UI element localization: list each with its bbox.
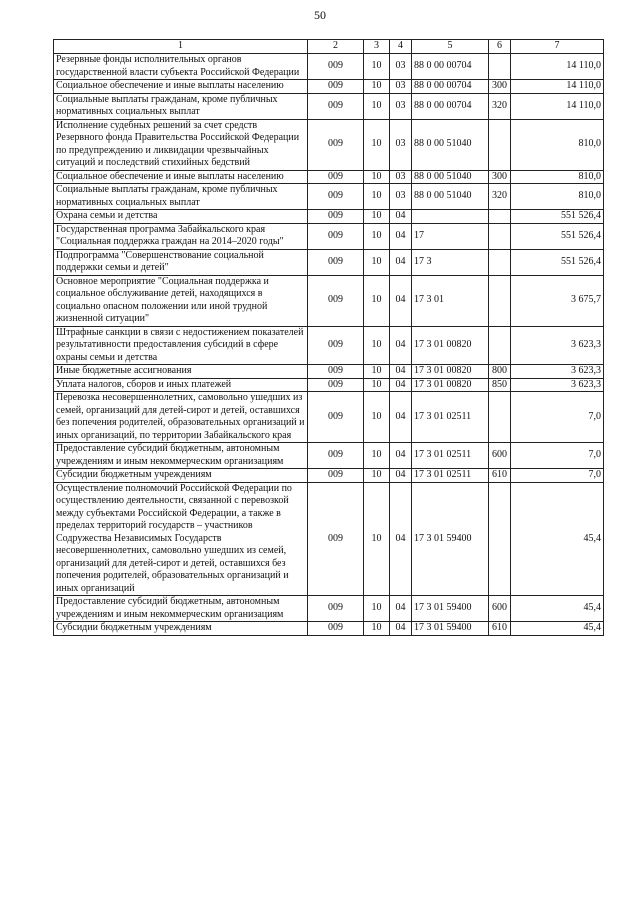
- ministry-code-cell: 009: [308, 622, 364, 636]
- row-name-cell: Штрафные санкции в связи с недостижением показателей результативности предоставления субсидий в сфере охраны семьи и детства: [54, 326, 308, 365]
- amount-cell: 14 110,0: [511, 54, 604, 80]
- target-article-cell: 17 3: [412, 249, 489, 275]
- section-code-cell: 10: [364, 170, 390, 184]
- table-row: [54, 170, 604, 184]
- section-code-cell: 10: [364, 378, 390, 392]
- subsection-code-cell: 03: [390, 54, 412, 80]
- section-code-cell: 10: [364, 80, 390, 94]
- target-article-cell: 88 0 00 51040: [412, 119, 489, 170]
- subsection-code-cell: 04: [390, 223, 412, 249]
- target-article-cell: 17 3 01 02511: [412, 443, 489, 469]
- row-name-cell: Осуществление полномочий Российской Федерации по осуществлению деятельности, связанной с перевозкой между субъектами Российской Федерации, а также в пределах территорий государств – участников Содружества Независимых Государств несовершеннолетних, самовольно ушедших из семей, организаций для детей-сирот и детей, оставшихся без попечения родителей, образовательных организаций и иных организаций: [54, 482, 308, 596]
- column-header: 7: [511, 40, 604, 54]
- amount-cell: 3 675,7: [511, 275, 604, 326]
- table-row: [54, 119, 604, 170]
- budget-table: [53, 39, 604, 636]
- row-name-cell: Социальные выплаты гражданам, кроме публичных нормативных социальных выплат: [54, 184, 308, 210]
- amount-cell: 45,4: [511, 622, 604, 636]
- subsection-code-cell: 03: [390, 80, 412, 94]
- ministry-code-cell: 009: [308, 80, 364, 94]
- expense-type-cell: [489, 392, 511, 443]
- column-header: 5: [412, 40, 489, 54]
- amount-cell: 7,0: [511, 469, 604, 483]
- target-article-cell: 17 3 01 59400: [412, 596, 489, 622]
- subsection-code-cell: 03: [390, 119, 412, 170]
- row-name-cell: Резервные фонды исполнительных органов государственной власти субъекта Российской Федерации: [54, 54, 308, 80]
- expense-type-cell: [489, 275, 511, 326]
- ministry-code-cell: 009: [308, 170, 364, 184]
- row-name-cell: Подпрограмма "Совершенствование социальной поддержки семьи и детей": [54, 249, 308, 275]
- ministry-code-cell: 009: [308, 54, 364, 80]
- ministry-code-cell: 009: [308, 275, 364, 326]
- subsection-code-cell: 03: [390, 170, 412, 184]
- row-name-cell: Социальное обеспечение и иные выплаты населению: [54, 80, 308, 94]
- target-article-cell: [412, 210, 489, 224]
- amount-cell: 3 623,3: [511, 378, 604, 392]
- target-article-cell: 88 0 00 00704: [412, 54, 489, 80]
- row-name-cell: Предоставление субсидий бюджетным, автономным учреждениям и иным некоммерческим организациям: [54, 443, 308, 469]
- subsection-code-cell: 04: [390, 275, 412, 326]
- expense-type-cell: [489, 54, 511, 80]
- section-code-cell: 10: [364, 365, 390, 379]
- row-name-cell: Субсидии бюджетным учреждениям: [54, 469, 308, 483]
- target-article-cell: 88 0 00 51040: [412, 184, 489, 210]
- section-code-cell: 10: [364, 119, 390, 170]
- subsection-code-cell: 04: [390, 469, 412, 483]
- row-name-cell: Предоставление субсидий бюджетным, автономным учреждениям и иным некоммерческим организациям: [54, 596, 308, 622]
- subsection-code-cell: 03: [390, 93, 412, 119]
- section-code-cell: 10: [364, 392, 390, 443]
- expense-type-cell: 850: [489, 378, 511, 392]
- expense-type-cell: 600: [489, 596, 511, 622]
- table-row: [54, 223, 604, 249]
- row-name-cell: Социальное обеспечение и иные выплаты населению: [54, 170, 308, 184]
- ministry-code-cell: 009: [308, 249, 364, 275]
- subsection-code-cell: 04: [390, 392, 412, 443]
- row-name-cell: Социальные выплаты гражданам, кроме публичных нормативных социальных выплат: [54, 93, 308, 119]
- subsection-code-cell: 04: [390, 443, 412, 469]
- section-code-cell: 10: [364, 326, 390, 365]
- amount-cell: 7,0: [511, 443, 604, 469]
- row-name-cell: Государственная программа Забайкальского края "Социальная поддержка граждан на 2014–2020 годы": [54, 223, 308, 249]
- ministry-code-cell: 009: [308, 378, 364, 392]
- target-article-cell: 17 3 01 00820: [412, 365, 489, 379]
- amount-cell: 7,0: [511, 392, 604, 443]
- column-header: 1: [54, 40, 308, 54]
- amount-cell: 810,0: [511, 170, 604, 184]
- table-row: [54, 443, 604, 469]
- table-body: [54, 54, 604, 636]
- amount-cell: 551 526,4: [511, 223, 604, 249]
- table-row: [54, 93, 604, 119]
- amount-cell: 810,0: [511, 119, 604, 170]
- header-row: [54, 40, 604, 54]
- subsection-code-cell: 04: [390, 596, 412, 622]
- table-row: [54, 392, 604, 443]
- row-name-cell: Перевозка несовершеннолетних, самовольно ушедших из семей, организаций для детей-сирот и детей, оставшихся без попечения родителей, образовательных организаций и иных организаций, по территории Забайкальского края: [54, 392, 308, 443]
- amount-cell: 14 110,0: [511, 93, 604, 119]
- ministry-code-cell: 009: [308, 365, 364, 379]
- ministry-code-cell: 009: [308, 119, 364, 170]
- subsection-code-cell: 04: [390, 365, 412, 379]
- target-article-cell: 17 3 01 59400: [412, 622, 489, 636]
- page-number: 50: [314, 8, 326, 22]
- row-name-cell: Уплата налогов, сборов и иных платежей: [54, 378, 308, 392]
- expense-type-cell: [489, 119, 511, 170]
- ministry-code-cell: 009: [308, 469, 364, 483]
- expense-type-cell: 300: [489, 80, 511, 94]
- ministry-code-cell: 009: [308, 210, 364, 224]
- expense-type-cell: 610: [489, 469, 511, 483]
- row-name-cell: Исполнение судебных решений за счет средств Резервного фонда Правительства Российской Федерации по предупреждению и ликвидации чрезвычайных ситуаций и последствий стихийных бедствий: [54, 119, 308, 170]
- table-row: [54, 365, 604, 379]
- amount-cell: 45,4: [511, 482, 604, 596]
- target-article-cell: 88 0 00 00704: [412, 93, 489, 119]
- table-row: [54, 184, 604, 210]
- expense-type-cell: 610: [489, 622, 511, 636]
- ministry-code-cell: 009: [308, 482, 364, 596]
- row-name-cell: Субсидии бюджетным учреждениям: [54, 622, 308, 636]
- target-article-cell: 17: [412, 223, 489, 249]
- section-code-cell: 10: [364, 275, 390, 326]
- subsection-code-cell: 04: [390, 378, 412, 392]
- expense-type-cell: [489, 249, 511, 275]
- expense-type-cell: 800: [489, 365, 511, 379]
- amount-cell: 810,0: [511, 184, 604, 210]
- expense-type-cell: [489, 223, 511, 249]
- amount-cell: 3 623,3: [511, 326, 604, 365]
- table-row: [54, 54, 604, 80]
- amount-cell: 14 110,0: [511, 80, 604, 94]
- subsection-code-cell: 04: [390, 482, 412, 596]
- row-name-cell: Охрана семьи и детства: [54, 210, 308, 224]
- subsection-code-cell: 04: [390, 622, 412, 636]
- amount-cell: 3 623,3: [511, 365, 604, 379]
- section-code-cell: 10: [364, 443, 390, 469]
- column-header: 3: [364, 40, 390, 54]
- table-row: [54, 482, 604, 596]
- target-article-cell: 88 0 00 51040: [412, 170, 489, 184]
- section-code-cell: 10: [364, 469, 390, 483]
- section-code-cell: 10: [364, 184, 390, 210]
- expense-type-cell: 320: [489, 93, 511, 119]
- section-code-cell: 10: [364, 93, 390, 119]
- expense-type-cell: [489, 326, 511, 365]
- table-row: [54, 596, 604, 622]
- expense-type-cell: 600: [489, 443, 511, 469]
- target-article-cell: 17 3 01 02511: [412, 392, 489, 443]
- table-row: [54, 378, 604, 392]
- expense-type-cell: [489, 482, 511, 596]
- section-code-cell: 10: [364, 54, 390, 80]
- expense-type-cell: 300: [489, 170, 511, 184]
- table-row: [54, 469, 604, 483]
- ministry-code-cell: 009: [308, 184, 364, 210]
- section-code-cell: 10: [364, 223, 390, 249]
- target-article-cell: 17 3 01: [412, 275, 489, 326]
- section-code-cell: 10: [364, 210, 390, 224]
- ministry-code-cell: 009: [308, 443, 364, 469]
- subsection-code-cell: 03: [390, 184, 412, 210]
- table-row: [54, 249, 604, 275]
- row-name-cell: Иные бюджетные ассигнования: [54, 365, 308, 379]
- amount-cell: 551 526,4: [511, 210, 604, 224]
- amount-cell: 551 526,4: [511, 249, 604, 275]
- table-row: [54, 326, 604, 365]
- target-article-cell: 17 3 01 00820: [412, 326, 489, 365]
- table-row: [54, 622, 604, 636]
- target-article-cell: 17 3 01 02511: [412, 469, 489, 483]
- subsection-code-cell: 04: [390, 210, 412, 224]
- expense-type-cell: 320: [489, 184, 511, 210]
- section-code-cell: 10: [364, 622, 390, 636]
- section-code-cell: 10: [364, 596, 390, 622]
- ministry-code-cell: 009: [308, 223, 364, 249]
- expense-type-cell: [489, 210, 511, 224]
- table-row: [54, 210, 604, 224]
- subsection-code-cell: 04: [390, 249, 412, 275]
- ministry-code-cell: 009: [308, 392, 364, 443]
- target-article-cell: 17 3 01 59400: [412, 482, 489, 596]
- ministry-code-cell: 009: [308, 326, 364, 365]
- subsection-code-cell: 04: [390, 326, 412, 365]
- row-name-cell: Основное мероприятие "Социальная поддержка и социальное обслуживание детей, находящихся в социально опасном положении или иной трудной жизненной ситуации": [54, 275, 308, 326]
- ministry-code-cell: 009: [308, 93, 364, 119]
- section-code-cell: 10: [364, 482, 390, 596]
- column-header: 4: [390, 40, 412, 54]
- target-article-cell: 17 3 01 00820: [412, 378, 489, 392]
- column-header: 6: [489, 40, 511, 54]
- table-row: [54, 275, 604, 326]
- table-row: [54, 80, 604, 94]
- ministry-code-cell: 009: [308, 596, 364, 622]
- section-code-cell: 10: [364, 249, 390, 275]
- column-header: 2: [308, 40, 364, 54]
- amount-cell: 45,4: [511, 596, 604, 622]
- target-article-cell: 88 0 00 00704: [412, 80, 489, 94]
